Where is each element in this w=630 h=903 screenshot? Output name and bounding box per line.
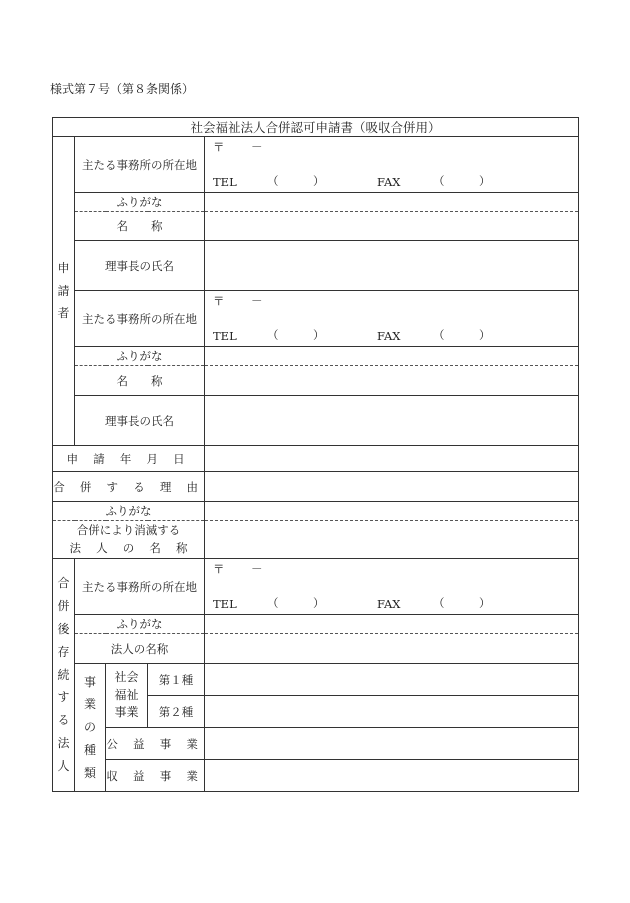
postal-dash: － xyxy=(251,294,263,308)
applicant2-chairman-field[interactable] xyxy=(205,396,579,446)
postal-mark: 〒 xyxy=(213,140,225,154)
postal-mark: 〒 xyxy=(213,294,225,308)
applicant1-name-label: 名 称 xyxy=(75,212,205,241)
tel-label: TEL xyxy=(213,175,237,189)
tel-field[interactable]: （ ） xyxy=(267,596,325,610)
applicant1-chairman-label: 理事長の氏名 xyxy=(75,241,205,291)
type1-label: 第１種 xyxy=(148,664,205,696)
merger-reason-field[interactable] xyxy=(205,472,579,502)
surviving-furigana-field[interactable] xyxy=(205,615,579,634)
public-interest-label: 公 益 事 業 xyxy=(106,728,205,760)
social-welfare-label: 社会 福祉 事業 xyxy=(106,664,148,728)
tel-field[interactable]: （ ） xyxy=(267,328,325,342)
fax-field[interactable]: （ ） xyxy=(433,596,491,610)
dissolved-furigana-label: ふりがな xyxy=(53,502,205,521)
form-number: 様式第７号（第８条関係） xyxy=(50,82,195,96)
applicant1-address-field[interactable] xyxy=(205,137,579,193)
fax-label: FAX xyxy=(377,329,401,343)
applicant1-furigana-label: ふりがな xyxy=(75,193,205,212)
fax-label: FAX xyxy=(377,597,401,611)
public-interest-field[interactable] xyxy=(205,728,579,760)
surviving-furigana-label: ふりがな xyxy=(75,615,205,634)
type1-field[interactable] xyxy=(205,664,579,696)
tel-field[interactable]: （ ） xyxy=(267,174,325,188)
fax-field[interactable]: （ ） xyxy=(433,328,491,342)
postal-dash: － xyxy=(251,140,263,154)
business-types-label: 事 業 の 種 類 xyxy=(75,664,106,792)
application-form-table xyxy=(52,117,579,792)
merger-reason-label: 合 併 す る 理 由 xyxy=(53,472,205,502)
applicant1-chairman-field[interactable] xyxy=(205,241,579,291)
fax-field[interactable]: （ ） xyxy=(433,174,491,188)
surviving-address-label: 主たる事務所の所在地 xyxy=(75,559,205,615)
applicant2-address-label: 主たる事務所の所在地 xyxy=(75,291,205,347)
surviving-address-field[interactable] xyxy=(205,559,579,615)
dissolved-name-label: 合併により消滅する 法 人 の 名 称 xyxy=(53,521,205,559)
form-title: 社会福祉法人合併認可申請書（吸収合併用） xyxy=(53,118,579,137)
applicant2-furigana-label: ふりがな xyxy=(75,347,205,366)
applicant2-name-field[interactable] xyxy=(205,366,579,396)
application-date-label: 申 請 年 月 日 xyxy=(53,446,205,472)
dissolved-furigana-field[interactable] xyxy=(205,502,579,521)
type2-field[interactable] xyxy=(205,696,579,728)
dissolved-name-field[interactable] xyxy=(205,521,579,559)
postal-mark: 〒 xyxy=(213,562,225,576)
surviving-section-label: 合 併 後 存 続 す る 法 人 xyxy=(53,559,75,792)
applicant2-address-field[interactable] xyxy=(205,291,579,347)
application-date-field[interactable] xyxy=(205,446,579,472)
applicant2-chairman-label: 理事長の氏名 xyxy=(75,396,205,446)
tel-label: TEL xyxy=(213,329,237,343)
surviving-name-field[interactable] xyxy=(205,634,579,664)
tel-label: TEL xyxy=(213,597,237,611)
applicant1-address-label: 主たる事務所の所在地 xyxy=(75,137,205,193)
applicant2-name-label: 名 称 xyxy=(75,366,205,396)
profit-business-field[interactable] xyxy=(205,760,579,792)
applicant1-name-field[interactable] xyxy=(205,212,579,241)
applicant1-furigana-field[interactable] xyxy=(205,193,579,212)
applicant-section-label: 申 請 者 xyxy=(53,137,75,446)
type2-label: 第２種 xyxy=(148,696,205,728)
postal-dash: － xyxy=(251,562,263,576)
surviving-name-label: 法人の名称 xyxy=(75,634,205,664)
applicant2-furigana-field[interactable] xyxy=(205,347,579,366)
profit-business-label: 収 益 事 業 xyxy=(106,760,205,792)
fax-label: FAX xyxy=(377,175,401,189)
